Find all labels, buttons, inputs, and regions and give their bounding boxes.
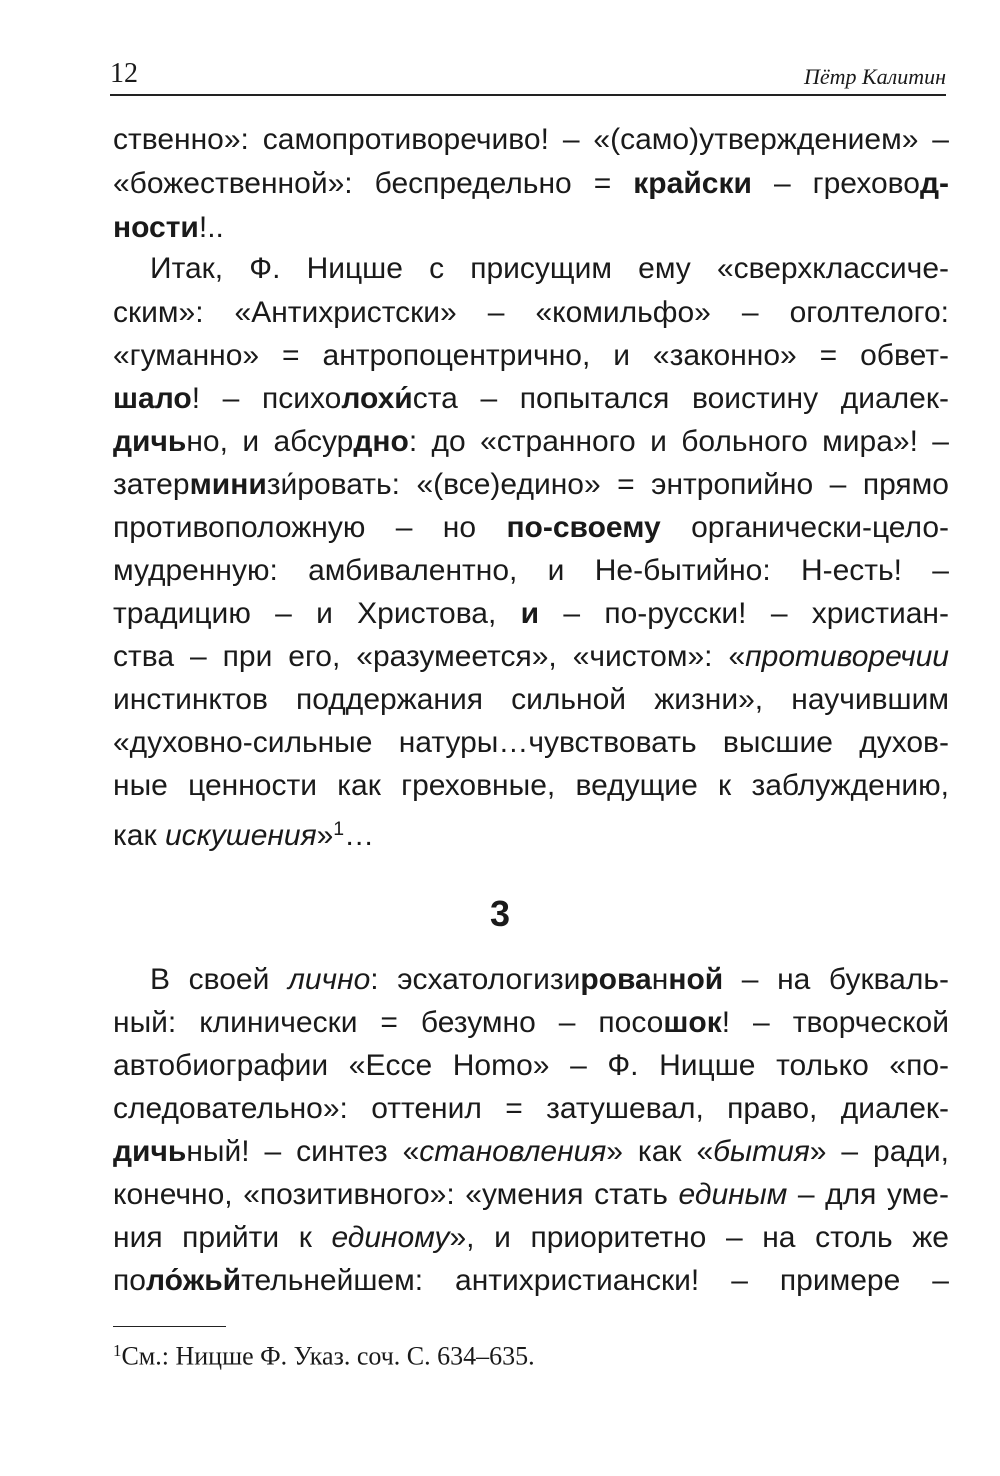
text-line — [113, 1173, 949, 1217]
text-span: тельнейшем: антихристиански! – примере – — [241, 1264, 949, 1297]
bold-span: рова — [580, 963, 652, 996]
bold-span: ной — [668, 963, 724, 996]
text-span: – по-русски! – христиан- — [539, 597, 949, 630]
text-span: традицию – и Христова, — [113, 597, 521, 630]
text-line — [113, 635, 949, 679]
text-line — [113, 1001, 949, 1045]
text-line — [113, 1259, 949, 1303]
text-span: – на букваль- — [723, 963, 949, 996]
section-number: 3 — [489, 893, 511, 934]
text-span: ства – при его, «разумеется», «чистом»: « — [113, 640, 746, 673]
text-span: ный! – синтез « — [186, 1135, 420, 1168]
text-span: «духовно-сильные натуры…чувствовать высшие духов- — [113, 726, 949, 759]
text-span: ния прийти к — [113, 1221, 332, 1254]
text-line — [113, 1130, 949, 1174]
text-span: мудренную: амбивалентно, и Не-бытийно: Н-есть! – — [113, 554, 949, 587]
footnote-ref: 1 — [333, 818, 345, 840]
italic-span: бытия — [713, 1135, 810, 1168]
text-span: – грехово — [751, 167, 920, 200]
bold-span: дичь — [113, 1135, 187, 1168]
text-line — [113, 807, 949, 851]
text-span: автобиографии «Ecce Homo» – Ф. Ницше только «по- — [113, 1049, 949, 1082]
text-span: «божественной»: беспредельно = — [113, 167, 634, 200]
bold-span: шок — [663, 1006, 722, 1039]
italic-span: искушения — [164, 818, 317, 852]
text-span: как — [113, 818, 165, 852]
bold-span: ло́жьй — [145, 1264, 242, 1297]
text-span: ! – психо — [191, 382, 342, 415]
italic-span: противоречии — [745, 640, 949, 673]
text-span: конечно, «позитивного»: «умения стать — [113, 1178, 679, 1211]
text-line — [113, 721, 949, 765]
text-span: ные ценности как греховные, ведущие к заблуждению, — [113, 769, 949, 802]
footnote-marker: 1 — [113, 1341, 122, 1360]
text-span: » – ради, — [809, 1135, 949, 1168]
running-head — [110, 50, 946, 96]
text-line — [113, 1044, 949, 1088]
text-span: : до «странного и больного мира»! – — [408, 425, 949, 458]
page-number: 12 — [110, 58, 138, 89]
text-span: ста – попытался воистину диалек- — [412, 382, 949, 415]
text-span: В своей — [150, 963, 288, 996]
text-span: ским»: «Антихристски» – «комильфо» – оголтелого: — [113, 296, 949, 329]
text-span: ственно»: самопротиворечиво! – «(само)утверждением» – — [113, 123, 949, 156]
italic-span: лично — [287, 963, 371, 996]
text-line — [113, 118, 949, 162]
bold-span: ности — [113, 211, 199, 244]
text-span: зи́ровать: «(все)едино» = энтропийно – прямо — [266, 468, 949, 501]
footnote-text: См.: Ницше Ф. Указ. соч. С. 634–635. — [121, 1341, 535, 1371]
text-span: органически-цело- — [660, 511, 949, 544]
text-span: » — [316, 818, 334, 852]
italic-span: становления — [419, 1135, 607, 1168]
text-span: следовательно»: оттенил = затушевал, право, диалек- — [113, 1092, 949, 1125]
bold-span: мини — [189, 468, 267, 501]
text-span: !.. — [198, 211, 224, 244]
text-span: », и приоритетно – на столь же — [449, 1221, 949, 1254]
text-span: … — [344, 818, 375, 852]
text-line — [113, 764, 949, 808]
footnote — [113, 1332, 535, 1375]
text-line — [150, 247, 949, 291]
text-line — [113, 549, 949, 593]
bold-span: дичь — [113, 425, 187, 458]
text-span: Итак, Ф. Ницше с присущим ему «сверхклассиче- — [150, 252, 949, 285]
text-span: » как « — [606, 1135, 714, 1168]
bold-span: дно — [353, 425, 409, 458]
bold-span: и — [520, 597, 540, 630]
footnote-rule — [113, 1326, 226, 1327]
text-line — [113, 206, 949, 250]
bold-span: д- — [919, 167, 949, 200]
bold-span: лохи́ — [341, 382, 413, 415]
text-span: затер — [113, 468, 190, 501]
text-line — [113, 162, 949, 206]
text-line — [150, 958, 949, 1002]
bold-span: шало — [113, 382, 192, 415]
text-span: но, и абсур — [186, 425, 354, 458]
text-line — [113, 1216, 949, 1260]
text-line — [113, 291, 949, 335]
text-line — [113, 463, 949, 507]
text-line — [113, 377, 949, 421]
text-line — [113, 1087, 949, 1131]
text-line — [113, 420, 949, 464]
text-line — [113, 678, 949, 722]
text-span: инстинктов поддержания сильной жизни», научившим — [113, 683, 949, 716]
text-span: ный: клинически = безумно – посо — [113, 1006, 664, 1039]
text-span: противоположную – но — [113, 511, 507, 544]
running-head-author: Пётр Калитин — [803, 64, 946, 89]
bold-span: по-своему — [506, 511, 661, 544]
text-span: ! – творческой — [721, 1006, 949, 1039]
italic-span: единым — [678, 1178, 788, 1211]
bold-span: крайски — [633, 167, 752, 200]
text-span: «гуманно» = антропоцентрично, и «законно» = обвет- — [113, 339, 949, 372]
text-line — [113, 334, 949, 378]
text-span: : эсхатологизи — [370, 963, 581, 996]
text-line — [113, 592, 949, 636]
text-line — [113, 506, 949, 550]
text-span: н — [651, 963, 669, 996]
text-span: по — [113, 1264, 146, 1297]
text-span: – для уме- — [787, 1178, 949, 1211]
italic-span: единому — [331, 1221, 450, 1254]
